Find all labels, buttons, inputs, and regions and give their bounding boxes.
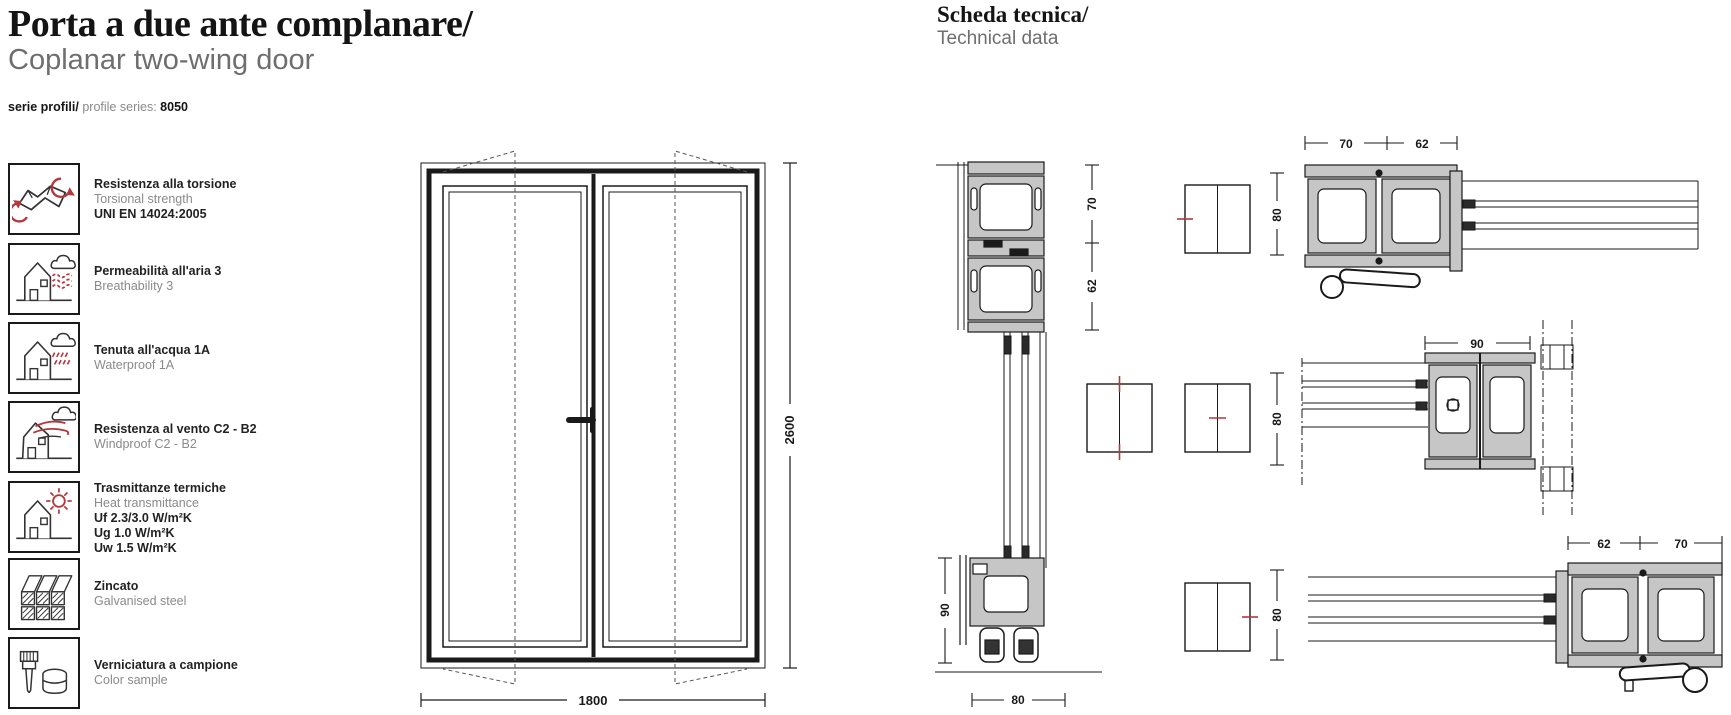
tr-height-dim: 80 <box>1270 208 1284 222</box>
head-frame-profile <box>968 162 1044 332</box>
glass-lines <box>1302 363 1428 427</box>
series-sublabel: profile series: <box>82 100 157 114</box>
series-label: serie profili/ <box>8 100 79 114</box>
feature-title: Zincato <box>94 579 139 593</box>
feature-galvanised <box>8 558 186 630</box>
windproof-icon <box>12 405 76 469</box>
vs-dim-top: 70 <box>1085 197 1099 211</box>
vs-dim-sill: 90 <box>938 603 952 617</box>
feature-air <box>8 243 221 315</box>
feature-subtitle: Waterproof 1A <box>94 358 175 372</box>
feature-extra: Uf 2.3/3.0 W/m²K <box>94 511 192 525</box>
vs-dim-depth: 80 <box>1011 693 1025 707</box>
torsion-icon <box>12 167 76 231</box>
horizontal-sections-drawing <box>1080 115 1731 715</box>
feature-title: Permeabilità all'aria 3 <box>94 264 222 278</box>
mid-node-dim: 90 <box>1470 337 1484 351</box>
tr-left-dim: 70 <box>1339 137 1353 151</box>
feature-title: Trasmittanze termiche <box>94 481 226 495</box>
br-right-dim: 70 <box>1674 537 1688 551</box>
glazing-unit <box>1004 332 1046 568</box>
section-middle <box>1302 320 1573 515</box>
mid-height-dim: 80 <box>1270 412 1284 426</box>
feature-title: Tenuta all'acqua 1A <box>94 343 210 357</box>
feature-subtitle: Color sample <box>94 673 168 687</box>
tr-right-dim: 62 <box>1415 137 1429 151</box>
door-elevation-drawing <box>380 140 810 715</box>
profile-series <box>8 100 188 114</box>
feature-windproof <box>8 401 257 473</box>
vs-dim-mid: 62 <box>1085 279 1099 293</box>
section-top-right <box>1305 136 1698 298</box>
cut-pictogram-top <box>1177 185 1250 253</box>
series-value: 8050 <box>160 100 188 114</box>
page-title: Porta a due ante complanare/ <box>8 3 473 45</box>
feature-paint <box>8 637 238 709</box>
galvanised-steel-icon <box>12 562 76 626</box>
paint-sample-icon <box>12 641 76 705</box>
cut-pictogram-mid-b <box>1185 384 1250 452</box>
page-subtitle: Coplanar two-wing door <box>8 44 315 76</box>
door-right-leaf <box>603 186 747 647</box>
tech-data-subtitle: Technical data <box>937 28 1059 49</box>
feature-subtitle: Windproof C2 - B2 <box>94 437 197 451</box>
cut-pictogram-bottom <box>1185 583 1258 651</box>
door-width-dim: 1800 <box>578 693 608 708</box>
feature-subtitle: Torsional strength <box>94 191 193 206</box>
br-left-dim: 62 <box>1597 537 1611 551</box>
feature-torsion <box>8 163 236 235</box>
feature-waterproof <box>8 322 210 394</box>
feature-title: Resistenza al vento C2 - B2 <box>94 422 257 436</box>
feature-title: Resistenza alla torsione <box>94 176 237 191</box>
feature-extra: UNI EN 14024:2005 <box>94 206 207 221</box>
feature-thermal <box>8 481 226 556</box>
air-permeability-icon <box>12 247 76 311</box>
door-height-dim: 2600 <box>782 415 797 445</box>
feature-extra: Ug 1.0 W/m²K <box>94 526 175 540</box>
feature-subtitle: Heat transmittance <box>94 496 199 510</box>
feature-subtitle: Galvanised steel <box>94 594 187 608</box>
handle-bottom <box>1619 663 1707 692</box>
handle-top <box>1321 269 1420 298</box>
door-left-leaf <box>443 186 587 647</box>
cut-pictogram-mid-a <box>1087 376 1152 460</box>
br-height-dim: 80 <box>1270 608 1284 622</box>
astragal-detail <box>1541 320 1573 515</box>
tech-data-title: Scheda tecnica/ <box>937 2 1089 27</box>
feature-title: Verniciatura a campione <box>94 658 238 672</box>
section-bottom-right <box>1308 536 1722 692</box>
feature-subtitle: Breathability 3 <box>94 279 174 293</box>
feature-extra: Uw 1.5 W/m²K <box>94 541 177 555</box>
glass-lines <box>1308 577 1556 641</box>
glass-lines <box>1462 181 1698 249</box>
waterproof-icon <box>12 326 76 390</box>
thermal-icon <box>12 485 76 549</box>
sill-profile <box>935 555 1102 672</box>
